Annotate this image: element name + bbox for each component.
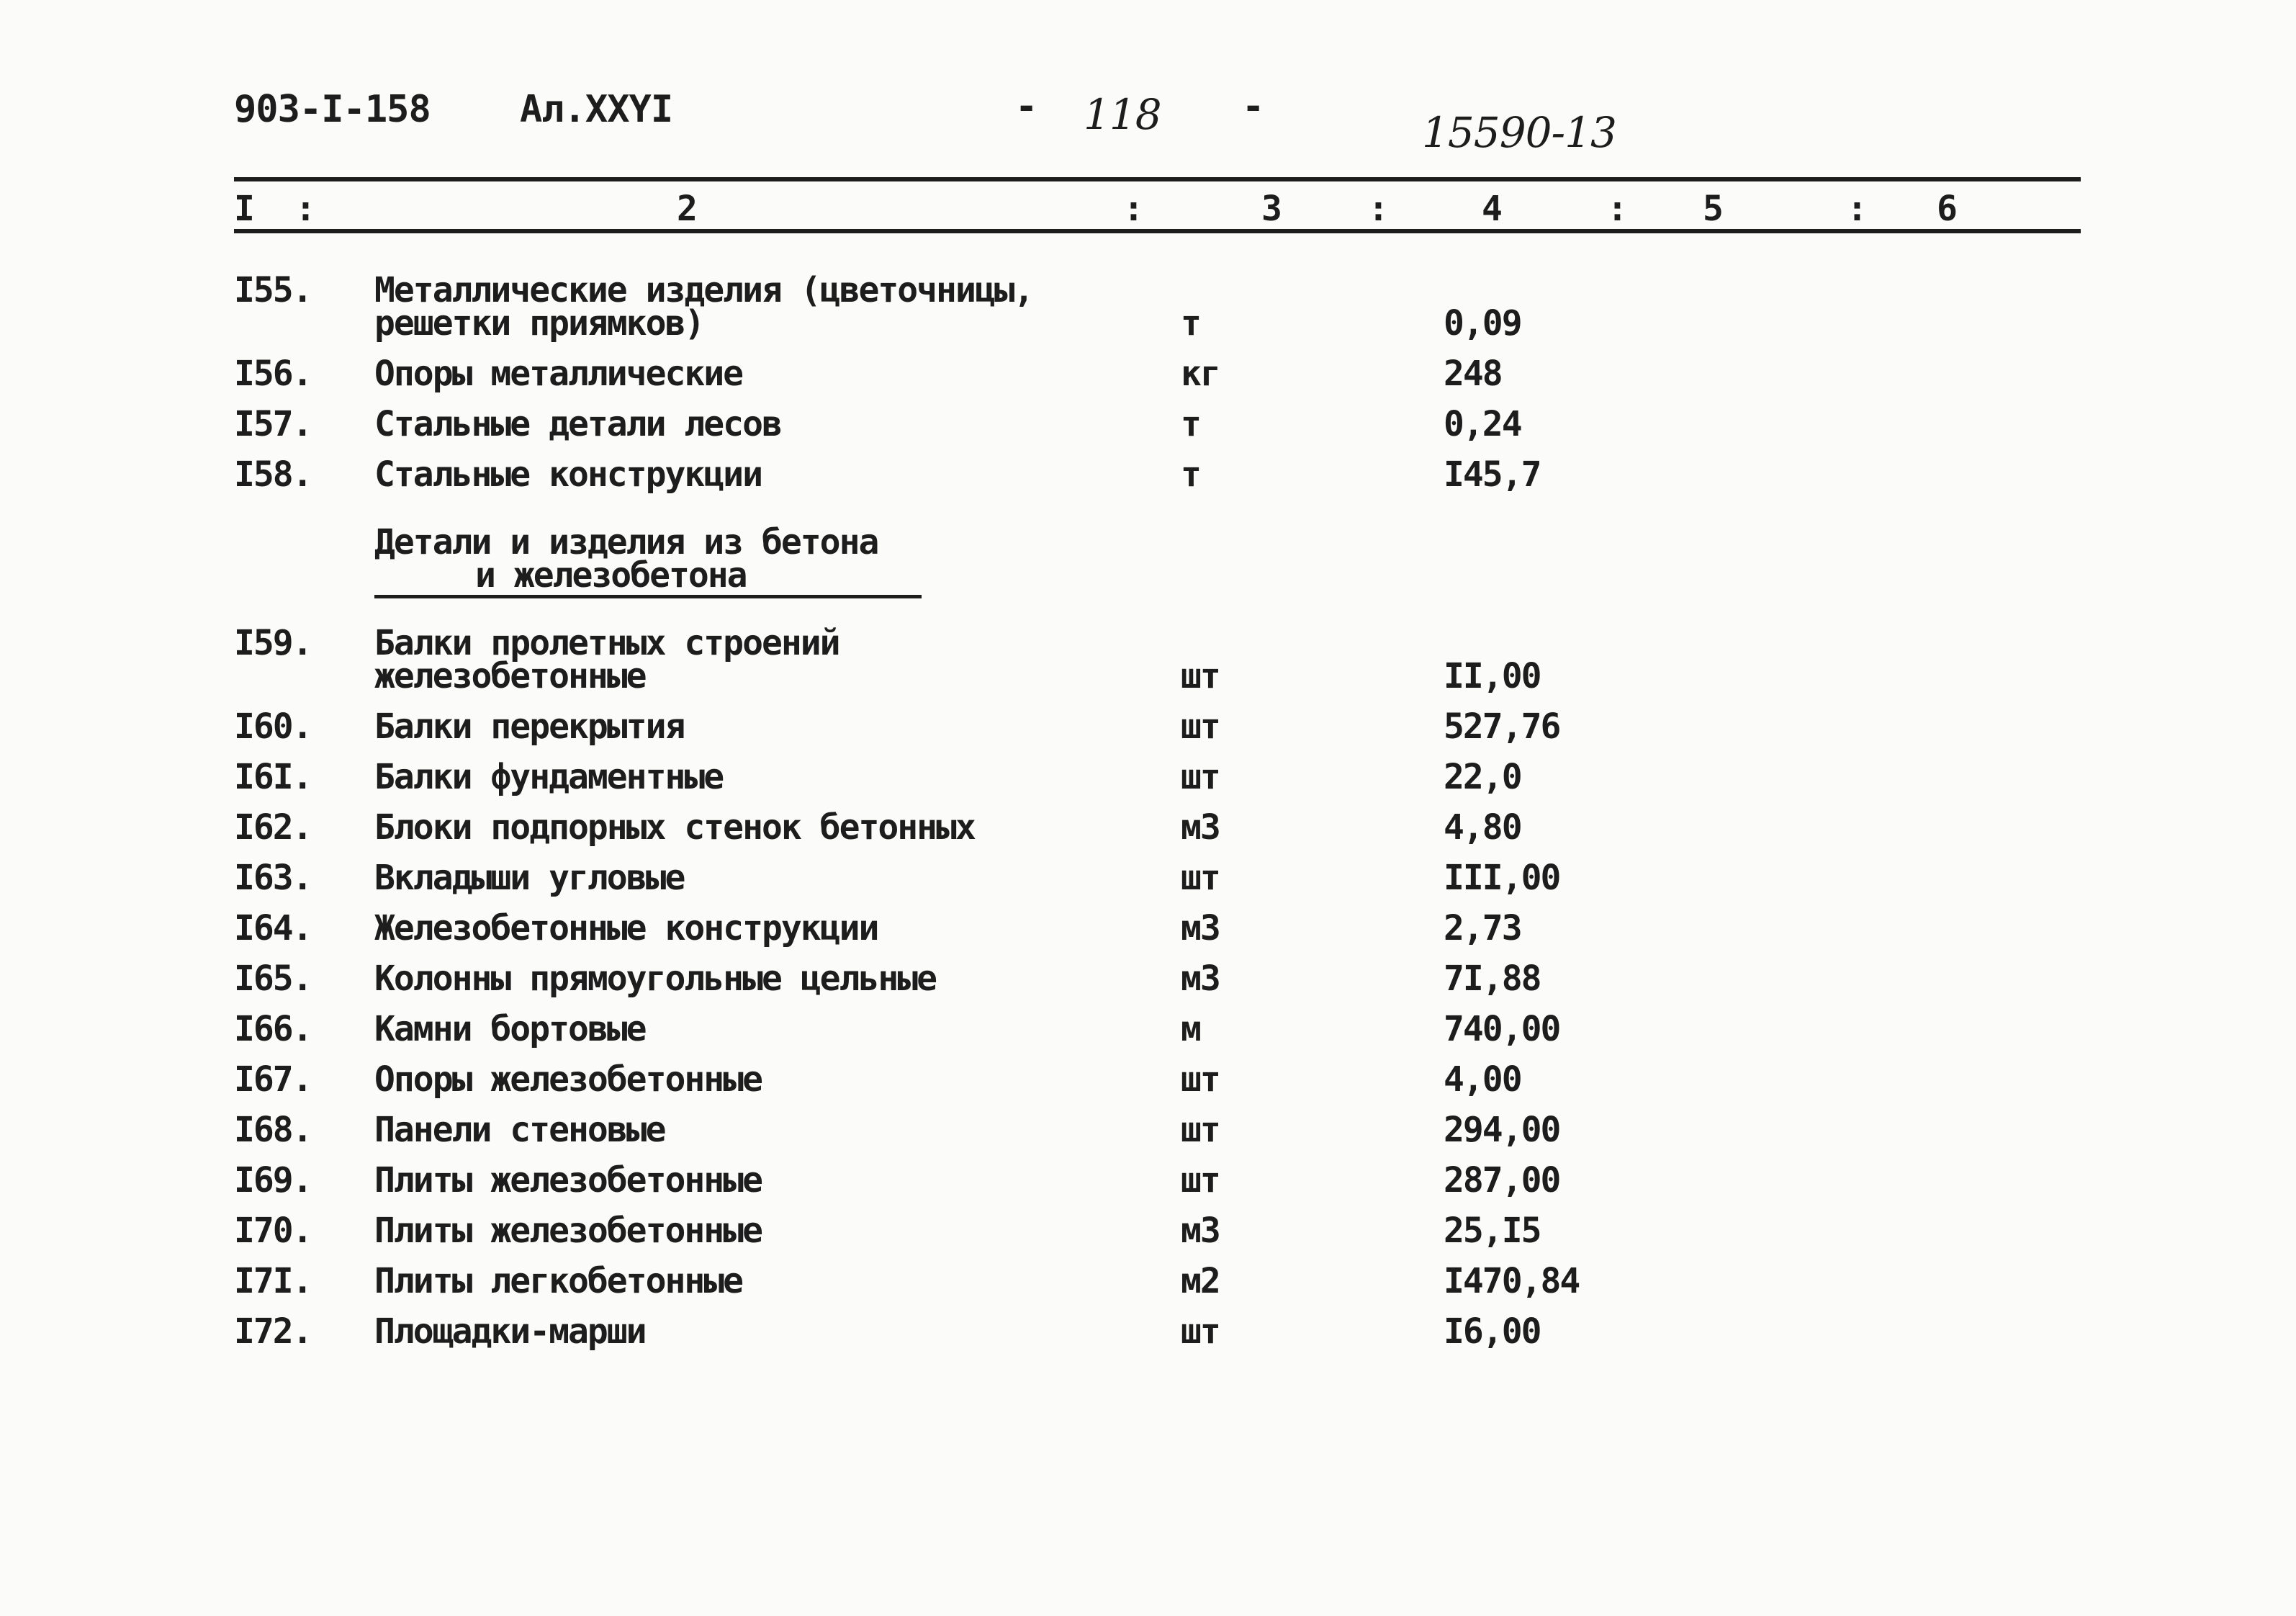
row-number: I7I. bbox=[234, 1261, 312, 1301]
section-heading bbox=[374, 522, 878, 596]
row-number: I72. bbox=[234, 1311, 312, 1352]
row-name-line: Блоки подпорных стенок бетонных bbox=[374, 807, 975, 848]
doc-code: 903-I-158 bbox=[234, 88, 431, 131]
stamp-number: 15590-13 bbox=[1422, 108, 1616, 157]
row-unit: шт bbox=[1181, 1160, 1220, 1200]
row-number: I65. bbox=[234, 959, 312, 999]
row-unit: шт bbox=[1181, 1110, 1220, 1150]
row-unit: м3 bbox=[1181, 908, 1220, 948]
row-name-line: Камни бортовые bbox=[374, 1009, 646, 1049]
row-number: I58. bbox=[234, 454, 312, 495]
row-unit: шт bbox=[1181, 757, 1220, 797]
row-name-line: решетки приямков) bbox=[374, 303, 704, 344]
album-label: Ал.XXYI bbox=[520, 88, 673, 131]
row-name-line: железобетонные bbox=[374, 656, 646, 696]
row-name-line: Опоры металлические bbox=[374, 354, 743, 394]
row-unit: т bbox=[1181, 454, 1200, 495]
column-separator: : bbox=[1607, 189, 1628, 229]
row-unit: м3 bbox=[1181, 959, 1220, 999]
row-quantity: 0,09 bbox=[1444, 303, 1521, 344]
row-name-line: Балки перекрытия bbox=[374, 706, 685, 747]
page-number: 118 bbox=[1084, 90, 1161, 139]
row-unit: т bbox=[1181, 404, 1200, 444]
row-unit: шт bbox=[1181, 1311, 1220, 1352]
row-number: I6I. bbox=[234, 757, 312, 797]
row-quantity: 294,00 bbox=[1444, 1110, 1560, 1150]
row-number: I62. bbox=[234, 807, 312, 848]
row-quantity: 25,I5 bbox=[1444, 1211, 1541, 1251]
column-separator: : bbox=[1847, 189, 1868, 229]
page-dash-left: - bbox=[1015, 85, 1037, 128]
row-quantity: 7I,88 bbox=[1444, 959, 1541, 999]
row-unit: шт bbox=[1181, 1059, 1220, 1100]
row-unit: кг bbox=[1181, 354, 1220, 394]
row-name-line: Железобетонные конструкции bbox=[374, 908, 878, 948]
row-name-line: Опоры железобетонные bbox=[374, 1059, 762, 1100]
row-unit: шт bbox=[1181, 656, 1220, 696]
row-name-line: Балки фундаментные bbox=[374, 757, 724, 797]
section-heading-line2: и железобетона bbox=[475, 555, 747, 596]
row-number: I63. bbox=[234, 858, 312, 898]
row-quantity: 4,80 bbox=[1444, 807, 1521, 848]
row-quantity: I45,7 bbox=[1444, 454, 1541, 495]
column-header-2: 2 bbox=[677, 189, 698, 229]
column-header-1: I bbox=[234, 189, 255, 229]
header-top-rule bbox=[234, 177, 2081, 181]
section-heading-line1: Детали и изделия из бетона bbox=[374, 522, 878, 562]
row-quantity: 22,0 bbox=[1444, 757, 1521, 797]
row-unit: м2 bbox=[1181, 1261, 1220, 1301]
column-header-3: 3 bbox=[1261, 189, 1282, 229]
row-unit: шт bbox=[1181, 706, 1220, 747]
column-separator: : bbox=[1123, 189, 1144, 229]
row-number: I68. bbox=[234, 1110, 312, 1150]
row-name-line: Стальные детали лесов bbox=[374, 404, 781, 444]
row-name-line: Колонны прямоугольные цельные bbox=[374, 959, 937, 999]
row-quantity: II,00 bbox=[1444, 656, 1541, 696]
header-bottom-rule bbox=[234, 229, 2081, 233]
row-unit: м3 bbox=[1181, 1211, 1220, 1251]
row-quantity: 740,00 bbox=[1444, 1009, 1560, 1049]
row-number: I64. bbox=[234, 908, 312, 948]
column-separator: : bbox=[1368, 189, 1389, 229]
row-number: I66. bbox=[234, 1009, 312, 1049]
row-quantity: I6,00 bbox=[1444, 1311, 1541, 1352]
row-quantity: 2,73 bbox=[1444, 908, 1521, 948]
row-quantity: 248 bbox=[1444, 354, 1502, 394]
row-number: I69. bbox=[234, 1160, 312, 1200]
row-name-line: Металлические изделия (цветочницы, bbox=[374, 270, 1033, 310]
row-name-line: Плиты железобетонные bbox=[374, 1160, 762, 1200]
section-underline bbox=[374, 595, 922, 598]
row-unit: т bbox=[1181, 303, 1200, 344]
row-unit: шт bbox=[1181, 858, 1220, 898]
column-separator: : bbox=[295, 189, 316, 229]
row-quantity: 4,00 bbox=[1444, 1059, 1521, 1100]
row-unit: м bbox=[1181, 1009, 1200, 1049]
row-quantity: 287,00 bbox=[1444, 1160, 1560, 1200]
row-name-line: Панели стеновые bbox=[374, 1110, 665, 1150]
row-name-line: Плиты легкобетонные bbox=[374, 1261, 743, 1301]
row-number: I60. bbox=[234, 706, 312, 747]
row-quantity: I470,84 bbox=[1444, 1261, 1580, 1301]
column-header-6: 6 bbox=[1937, 189, 1958, 229]
row-name-line: Балки пролетных строений bbox=[374, 623, 839, 663]
row-quantity: III,00 bbox=[1444, 858, 1560, 898]
row-quantity: 0,24 bbox=[1444, 404, 1521, 444]
row-name-line: Плиты железобетонные bbox=[374, 1211, 762, 1251]
column-header-5: 5 bbox=[1703, 189, 1724, 229]
row-number: I55. bbox=[234, 270, 312, 310]
row-name-line: Вкладыши угловые bbox=[374, 858, 685, 898]
row-number: I70. bbox=[234, 1211, 312, 1251]
row-number: I67. bbox=[234, 1059, 312, 1100]
row-quantity: 527,76 bbox=[1444, 706, 1560, 747]
page-dash-right: - bbox=[1242, 85, 1264, 128]
row-name-line: Стальные конструкции bbox=[374, 454, 762, 495]
row-unit: м3 bbox=[1181, 807, 1220, 848]
row-number: I56. bbox=[234, 354, 312, 394]
column-header-4: 4 bbox=[1482, 189, 1503, 229]
row-number: I57. bbox=[234, 404, 312, 444]
row-name-line: Площадки-марши bbox=[374, 1311, 646, 1352]
row-number: I59. bbox=[234, 623, 312, 663]
